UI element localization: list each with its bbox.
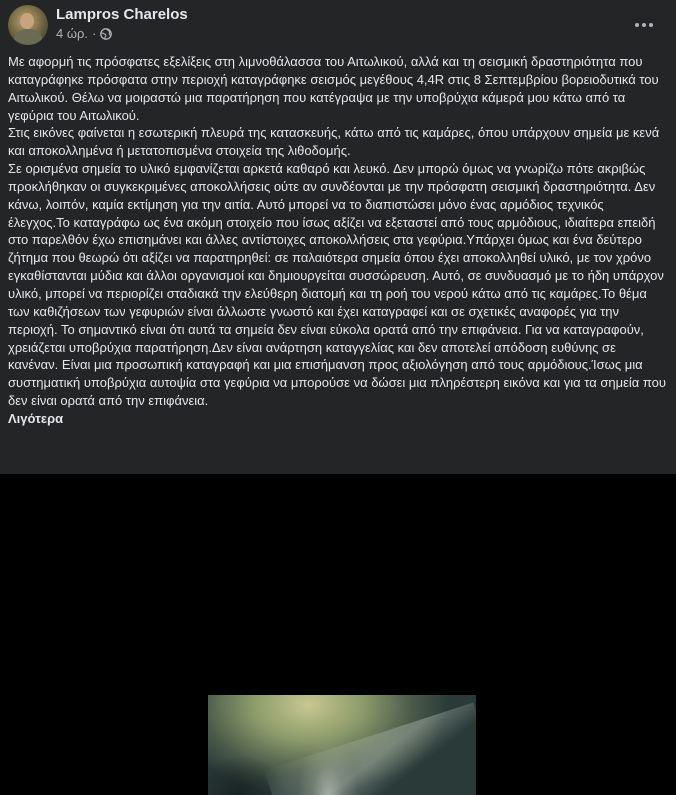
more-horizontal-icon [634,22,654,28]
post-text [8,53,668,428]
photo-light-streak [264,702,476,795]
see-less-link[interactable]: Λιγότερα [8,410,64,426]
avatar[interactable] [8,5,48,45]
author-name[interactable]: Lampros Charelos [56,6,188,23]
avatar-face [20,13,34,29]
meta-separator: · [92,26,97,41]
avatar-body [14,29,42,45]
underwater-photo[interactable] [208,695,476,795]
more-options-button[interactable] [630,11,658,39]
post-header [8,5,668,45]
post-paragraph-3: Σε ορισμένα σημεία το υλικό εμφανίζεται αρκετά καθαρό και λευκό. Δεν μπορώ όμως να γνωρίζω πότε ακριβώς προκλήθηκαν οι συγκεκριμένες αποκολλήσεις ούτε αν συνδέονται με την πρόσφατη σεισμική δραστηριότητα. Δεν κάνω, λοιπόν, καμία εκτίμηση για την αιτία. Αυτό μπορεί να το διαπιστώσει μόνο ένας αρμόδιος τεχνικός έλεγχος.Το καταγράφω ως ένα ακόμη στοιχείο που ίσως αξίζει να εξεταστεί από τους αρμόδιους, ιδιαίτερα επειδή στο παρελθόν έχω επισημάνει και άλλες αντίστοιχες αποκολλήσεις στα γεφύρια.Υπάρχει όμως και ένα δεύτερο ζήτημα που θεωρώ ότι αξίζει να παρατηρηθεί: σε παλαιότερα σημεία όπου έχει αποκολληθεί υλικό, με τον χρόνο εγκαθίστανται μύδια και άλλοι οργανισμοί και δημιουργείται συσσώρευση. Αυτό, σε συνδυασμό με το ήδη υπάρχον υλικό, μπορεί να περιορίζει σταδιακά την ελεύθερη διατομή και τη ροή του νερού κάτω από τις καμάρες.Το θέμα των καθιζήσεων των γεφυριών είναι άλλωστε γνωστό και έχει καταγραφεί και σε σχετικές αναφορές για την περιοχή. Το σημαντικό είναι ότι αυτά τα σημεία δεν είναι εύκολα ορατά από την επιφάνεια. Για να καταγραφούν, χρειάζεται υποβρύχια παρατήρηση.Δεν είναι ανάρτηση καταγγελίας και δεν αποτελεί απόδοση ευθύνης σε κανέναν. Είναι μια προσωπική καταγραφή και μια επισήμανση προς αξιολόγηση από τους αρμόδιους.Ίσως μια συστηματική υποβρύχια αυτοψία στα γεφύρια να μπορούσε να δώσει μια πληρέστερη εικόνα και για τα σημεία που δεν είναι ορατά από την επιφάνεια. [8,161,667,409]
globe-icon[interactable] [100,28,112,40]
post-time[interactable]: 4 ώρ. [56,26,88,41]
post-paragraph-2: Στις εικόνες φαίνεται η εσωτερική πλευρά της κατασκευής, κάτω από τις καμάρες, όπου υπάρχουν σημεία με κενά και αποκολλημένα ή μετατοπισμένα στοιχεία της λιθοδομής. [8,125,660,159]
post-media[interactable] [0,474,676,795]
post-meta [56,26,112,41]
post-paragraph-1: Με αφορμή τις πρόσφατες εξελίξεις στη λιμνοθάλασσα του Αιτωλικού, αλλά και τη σεισμική δραστηριότητα που καταγράφηκε πρόσφατα στην περιοχή καταγράφηκε σεισμός μεγέθους 4,4R στις 8 Σεπτεμβρίου βορειοδυτικά του Αιτωλικού. Θέλω να μοιραστώ μια παρατήρηση που κατέγραψα με την υποβρύχια κάμερά μου κάτω από τα γεφύρια του Αιτωλικού. [8,54,659,123]
